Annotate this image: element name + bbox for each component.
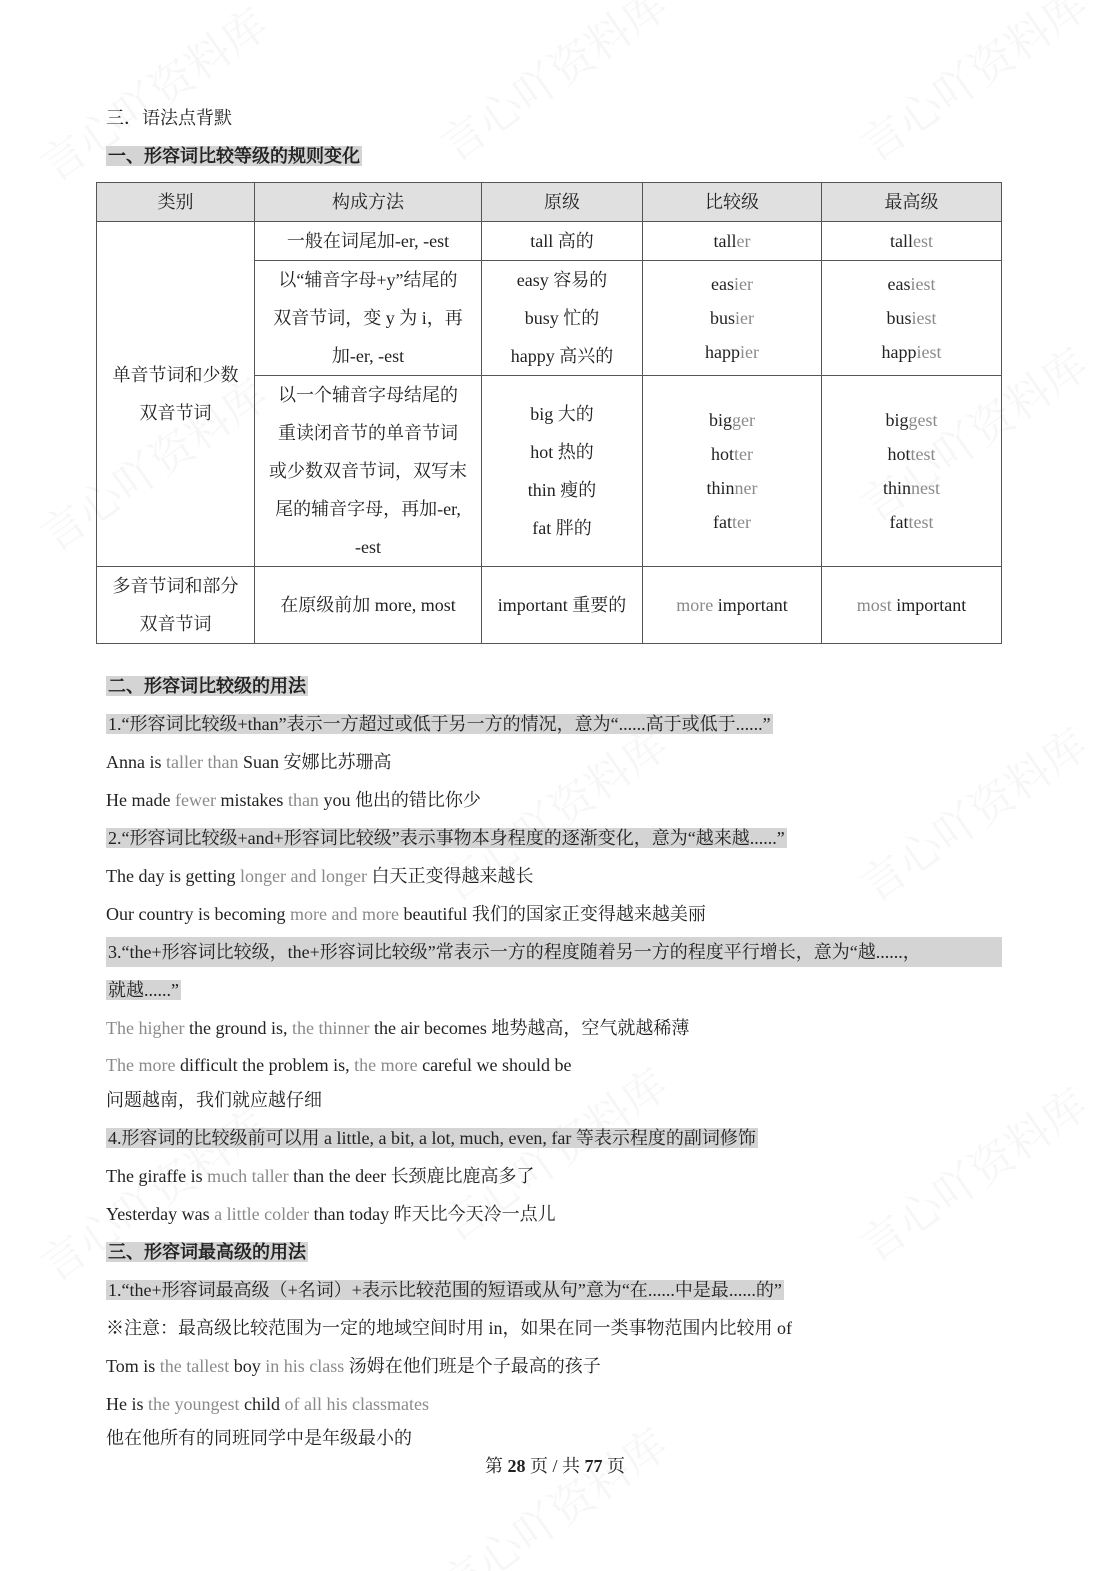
example-sentence: The day is getting longer and longer 白天正变得越来越长 [106, 866, 534, 886]
example-sentence: Anna is taller than Suan 安娜比苏珊高 [106, 752, 392, 772]
rule-text: 4.形容词的比较级前可以用 a little, a bit, a lot, much, even, far 等表示程度的副词修饰 [108, 1128, 756, 1148]
table-row [97, 222, 1002, 261]
table-header-row [97, 183, 1002, 222]
example-translation: 问题越南，我们就应越仔细 [106, 1090, 322, 1110]
total-pages: 77 [584, 1456, 603, 1476]
watermark [426, 1410, 679, 1571]
page-number: 28 [507, 1456, 526, 1476]
base-cell: tall 高的 [482, 222, 643, 261]
example-sentence: Our country is becoming more and more beautiful 我们的国家正变得越来越美丽 [106, 904, 706, 924]
page-footer: 第 28 页 / 共 77 页 [484, 1456, 625, 1476]
base-cell: big 大的 hot 热的 thin 瘦的 fat 胖的 [482, 376, 643, 567]
watermark [846, 1070, 1099, 1274]
header-comparative: 比较级 [643, 183, 822, 222]
header-category: 类别 [97, 183, 255, 222]
method-cell: 以一个辅音字母结尾的 重读闭音节的单音节词 或少数双音节词，双写末 尾的辅音字母，再加-er, -est [255, 376, 482, 567]
comparative-cell: easier busier happier [643, 261, 822, 376]
method-cell: 在原级前加 more, most [255, 567, 482, 644]
superlative-cell: easiest busiest happiest [822, 261, 1002, 376]
comparative-cell: bigger hotter thinner fatter [643, 376, 822, 567]
example-sentence: The higher the ground is, the thinner the air becomes 地势越高，空气就越稀薄 [106, 1018, 690, 1038]
example-sentence: Yesterday was a little colder than today 昨天比今天冷一点儿 [106, 1204, 556, 1224]
table-row [97, 567, 1002, 644]
category-cell: 多音节词和部分 双音节词 [97, 567, 255, 644]
superlative-cell: tallest [822, 222, 1002, 261]
section2-title: 二、形容词比较级的用法 [108, 676, 306, 696]
rule-text: 2.“形容词比较级+and+形容词比较级”表示事物本身程度的逐渐变化，意为“越来越......” [108, 828, 785, 848]
example-sentence: The giraffe is much taller than the deer 长颈鹿比鹿高多了 [106, 1166, 535, 1186]
comparison-table [96, 182, 1002, 644]
rule-text: 1.“形容词比较级+than”表示一方超过或低于另一方的情况，意为“......高于或低于......” [108, 714, 771, 734]
method-cell: 一般在词尾加-er, -est [255, 222, 482, 261]
comparative-cell: taller [643, 222, 822, 261]
method-cell: 以“辅音字母+y”结尾的 双音节词，变 y 为 i，再 加-er, -est [255, 261, 482, 376]
example-translation: 他在他所有的同班同学中是年级最小的 [106, 1428, 412, 1448]
superlative-cell: biggest hottest thinnest fattest [822, 376, 1002, 567]
header-method: 构成方法 [255, 183, 482, 222]
example-sentence: The more difficult the problem is, the more careful we should be [106, 1055, 572, 1075]
rule-text: 3.“the+形容词比较级，the+形容词比较级”常表示一方的程度随着另一方的程度平行增长，意为“越......， [106, 937, 1002, 967]
example-sentence: Tom is the tallest boy in his class 汤姆在他们班是个子最高的孩子 [106, 1356, 601, 1376]
header-base: 原级 [482, 183, 643, 222]
watermark [426, 0, 679, 174]
rule-text: 就越......” [108, 980, 179, 1000]
part-heading: 三．语法点背默 [106, 108, 232, 128]
base-cell: easy 容易的 busy 忙的 happy 高兴的 [482, 261, 643, 376]
watermark [846, 0, 1099, 174]
header-superlative: 最高级 [822, 183, 1002, 222]
note-text: ※注意：最高级比较范围为一定的地域空间时用 in，如果在同一类事物范围内比较用 of [106, 1318, 792, 1338]
comparative-cell: more important [643, 567, 822, 644]
section1-title: 一、形容词比较等级的规则变化 [108, 146, 360, 166]
category-cell: 单音节词和少数 双音节词 [97, 222, 255, 567]
superlative-cell: most important [822, 567, 1002, 644]
rule-text: 1.“the+形容词最高级（+名词）+表示比较范围的短语或从句”意为“在......中是最......的” [108, 1280, 782, 1300]
example-sentence: He made fewer mistakes than you 他出的错比你少 [106, 790, 481, 810]
example-sentence: He is the youngest child of all his classmates [106, 1394, 429, 1414]
base-cell: important 重要的 [482, 567, 643, 644]
section3-title: 三、形容词最高级的用法 [108, 1242, 306, 1262]
watermark [846, 710, 1099, 914]
